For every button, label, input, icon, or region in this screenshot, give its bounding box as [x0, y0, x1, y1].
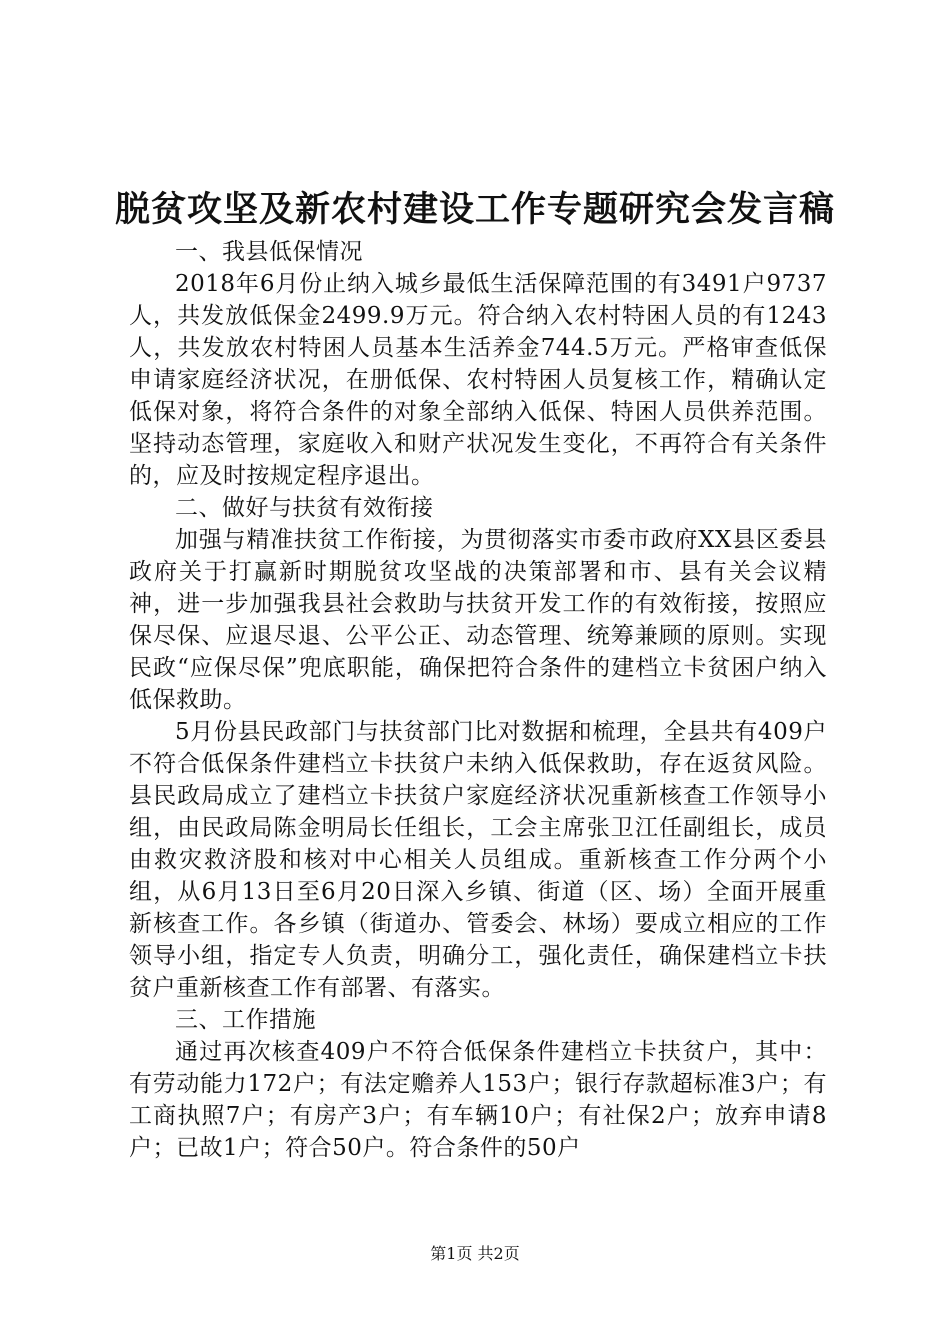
- section-1-paragraph-1: 2018年6月份止纳入城乡最低生活保障范围的有3491户9737人，共发放低保金2499.9万元。符合纳入农村特困人员的有1243人，共发放农村特困人员基本生活养金744.5万元。严格审查低保申请家庭经济状况，在册低保、农村特困人员复核工作，精确认定低保对象，将符合条件的对象全部纳入低保、特困人员供养范围。坚持动态管理，家庭收入和财产状况发生变化，不再符合有关条件的，应及时按规定程序退出。: [129, 271, 827, 489]
- document-title: 脱贫攻坚及新农村建设工作专题研究会发言稿: [114, 189, 835, 230]
- document-body: [129, 236, 827, 1164]
- section-3-paragraph-1: 通过再次核查409户不符合低保条件建档立卡扶贫户，其中：有劳动能力172户；有法定赡养人153户；银行存款超标准3户；有工商执照7户；有房产3户；有车辆10户；有社保2户；放弃申请8户；已故1户；符合50户。符合条件的50户: [129, 1039, 827, 1161]
- section-heading-1: 一、我县低保情况: [175, 239, 363, 265]
- section-2-paragraph-2: 5月份县民政部门与扶贫部门比对数据和梳理，全县共有409户不符合低保条件建档立卡扶贫户未纳入低保救助，存在返贫风险。县民政局成立了建档立卡扶贫户家庭经济状况重新核查工作领导小组，由民政局陈金明局长任组长，工会主席张卫江任副组长，成员由救灾救济股和核对中心相关人员组成。重新核查工作分两个小组，从6月13日至6月20日深入乡镇、街道（区、场）全面开展重新核查工作。各乡镇（街道办、管委会、林场）要成立相应的工作领导小组，指定专人负责，明确分工，强化责任，确保建档立卡扶贫户重新核查工作有部署、有落实。: [129, 719, 827, 1001]
- section-heading-3: 三、工作措施: [175, 1007, 316, 1033]
- section-2-paragraph-1: 加强与精准扶贫工作衔接，为贯彻落实市委市政府XX县区委县政府关于打赢新时期脱贫攻坚战的决策部署和市、县有关会议精神，进一步加强我县社会救助与扶贫开发工作的有效衔接，按照应保尽保、应退尽退、公平公正、动态管理、统筹兼顾的原则。实现民政“应保尽保”兜底职能，确保把符合条件的建档立卡贫困户纳入低保救助。: [129, 527, 827, 713]
- page-footer: 第1页 共2页: [430, 1244, 520, 1263]
- section-heading-2: 二、做好与扶贫有效衔接: [175, 495, 434, 521]
